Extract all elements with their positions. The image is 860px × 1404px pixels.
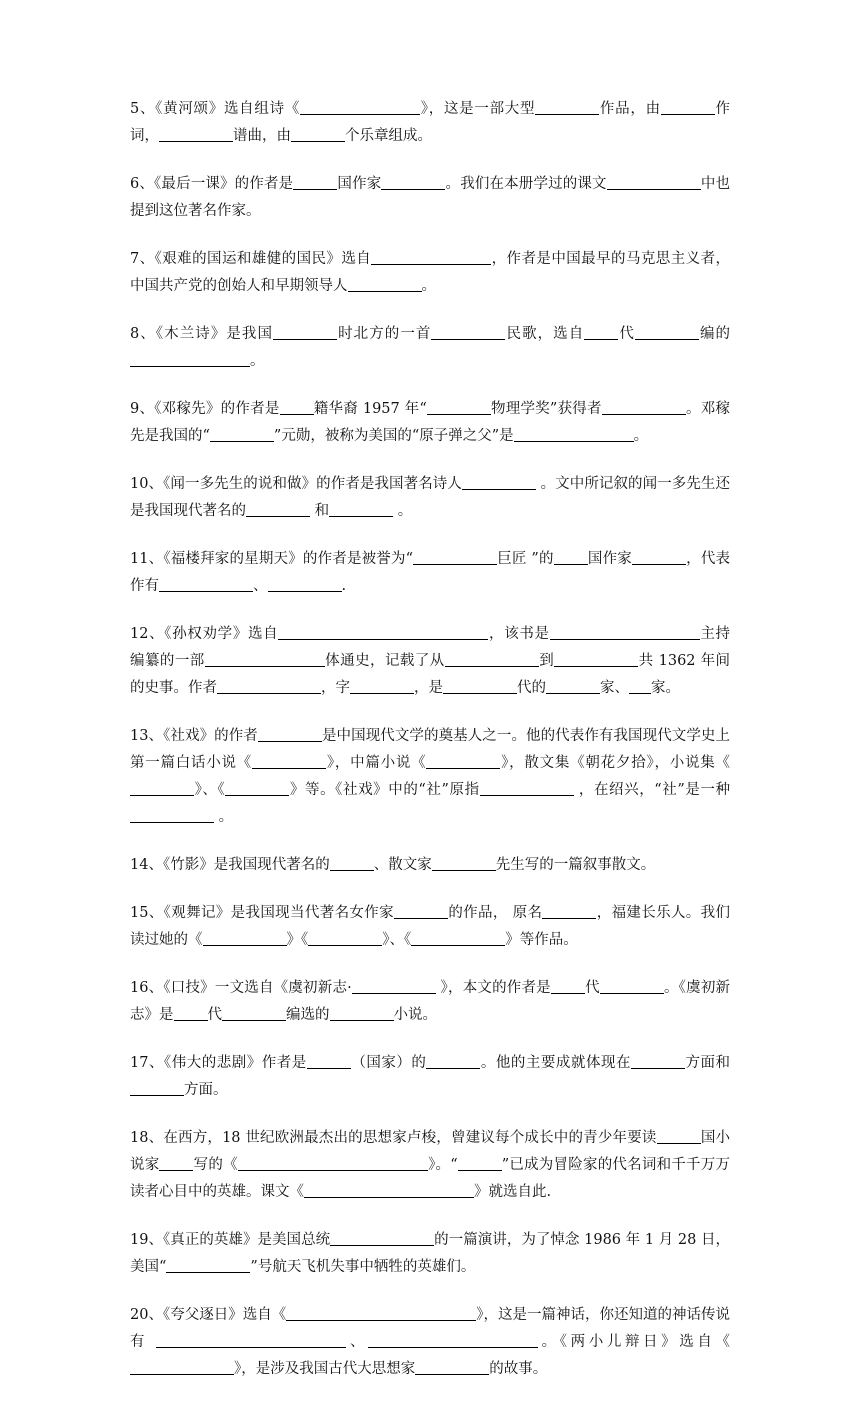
answer-blank[interactable]: [203, 930, 287, 946]
question-q5: [130, 96, 730, 150]
question-text: 》等作品。: [505, 932, 578, 948]
question-text: ，在绍兴，“社”是一种: [573, 782, 731, 798]
answer-blank[interactable]: [330, 855, 374, 871]
answer-blank[interactable]: [308, 930, 382, 946]
answer-blank[interactable]: [432, 855, 496, 871]
question-text: 共 1362 年间的史事。作者: [130, 653, 731, 696]
question-text: （国家）的: [350, 1055, 427, 1071]
question-text: 巨匠 ”的: [497, 551, 554, 567]
question-text: 的故事。: [489, 1361, 548, 1377]
answer-blank[interactable]: [246, 501, 310, 517]
question-text: 》，中篇小说《: [326, 755, 427, 771]
answer-blank[interactable]: [130, 780, 194, 796]
question-text: 》就选自此.: [474, 1184, 552, 1200]
answer-blank[interactable]: [293, 174, 337, 190]
question-text: 。: [393, 503, 413, 519]
question-q17: [130, 1050, 730, 1104]
question-text: 方面。: [184, 1082, 228, 1098]
question-text: 的一篇演讲，为了悼念 1986 年 1 月 28 日，美国“: [130, 1232, 730, 1275]
question-text: 家、: [600, 680, 629, 696]
answer-blank[interactable]: [535, 99, 599, 115]
answer-blank[interactable]: [156, 1332, 346, 1348]
answer-blank[interactable]: [657, 1128, 701, 1144]
answer-blank[interactable]: [427, 399, 491, 415]
question-text: ”元勋，被称为美国的“原子弹之父”是: [273, 428, 514, 444]
question-text: 》、《: [382, 932, 412, 948]
question-text: 》，本文的作者是: [435, 980, 551, 996]
question-q10: [130, 471, 730, 525]
answer-blank[interactable]: [584, 324, 618, 340]
question-text: 代: [618, 326, 635, 342]
question-text: 国作家: [337, 176, 382, 192]
answer-blank[interactable]: [368, 1332, 538, 1348]
question-text: 。他的主要成就体现在: [480, 1055, 631, 1071]
question-text: 6、《最后一课》的作者是: [130, 176, 294, 192]
answer-blank[interactable]: [268, 576, 342, 592]
answer-blank[interactable]: [252, 753, 326, 769]
question-text: 》。“: [427, 1157, 458, 1173]
answer-blank[interactable]: [174, 1005, 208, 1021]
question-text: 20、《夸父逐日》选自《: [130, 1307, 287, 1323]
question-q20: [130, 1302, 730, 1383]
answer-blank[interactable]: [426, 753, 500, 769]
answer-blank[interactable]: [458, 1155, 502, 1171]
answer-blank[interactable]: [238, 1155, 428, 1171]
answer-blank[interactable]: [443, 678, 517, 694]
question-text: 12、《孙权劝学》选自: [130, 626, 279, 642]
answer-blank[interactable]: [546, 678, 600, 694]
question-text: 民歌，选自: [505, 326, 585, 342]
answer-blank[interactable]: [394, 903, 448, 919]
question-text: 、: [253, 578, 268, 594]
question-text: 、: [346, 1334, 369, 1350]
question-text: 物理学奖”获得者: [490, 401, 602, 417]
question-text: ”号航天飞机失事中牺牲的英雄们。: [250, 1259, 476, 1275]
question-q16: [130, 975, 730, 1029]
question-text: 18、在西方，18 世纪欧洲最杰出的思想家卢梭，曾建议每个成长中的青少年要读: [130, 1130, 657, 1146]
answer-blank[interactable]: [631, 1053, 685, 1069]
answer-blank[interactable]: [329, 501, 393, 517]
question-text: 和: [310, 503, 330, 519]
answer-blank[interactable]: [542, 903, 596, 919]
question-text: 17、《伟大的悲剧》作者是: [130, 1055, 307, 1071]
answer-blank[interactable]: [600, 978, 664, 994]
answer-blank[interactable]: [661, 99, 715, 115]
question-text: 体通史，记载了从: [324, 653, 445, 669]
answer-blank[interactable]: [286, 1305, 476, 1321]
answer-blank[interactable]: [225, 780, 289, 796]
question-text: 编选的: [286, 1007, 330, 1023]
question-text: 时北方的一首: [337, 326, 432, 342]
answer-blank[interactable]: [411, 930, 505, 946]
question-text: 。《虞初新志》是: [130, 980, 731, 1023]
question-text: 。: [250, 353, 265, 369]
question-text: 8、《木兰诗》是我国: [130, 326, 274, 342]
answer-blank[interactable]: [307, 1053, 351, 1069]
question-text: 。《两小儿辩日》选自《: [538, 1334, 730, 1350]
answer-blank[interactable]: [602, 399, 686, 415]
worksheet: [130, 96, 730, 1404]
question-text: 11、《福楼拜家的星期天》的作者是被誉为“: [130, 551, 414, 567]
question-text: 谱曲，由: [233, 128, 291, 144]
answer-blank[interactable]: [280, 399, 314, 415]
question-q6: [130, 171, 730, 225]
answer-blank[interactable]: [635, 324, 699, 340]
answer-blank[interactable]: [217, 678, 321, 694]
question-text: 。: [421, 278, 436, 294]
question-text: ，代表作有: [130, 551, 731, 594]
question-text: 14、《竹影》是我国现代著名的: [130, 857, 330, 873]
answer-blank[interactable]: [222, 1005, 286, 1021]
answer-blank[interactable]: [330, 1230, 434, 1246]
question-q18: [130, 1125, 730, 1206]
question-text: 先生写的一篇叙事散文。: [495, 857, 656, 873]
question-text: ”已成为冒险家的代名词和千千万万读者心目中的英雄。课文《: [130, 1157, 730, 1200]
question-text: 》《: [286, 932, 309, 948]
answer-blank[interactable]: [607, 174, 701, 190]
question-text: 》，这是一部大型: [420, 101, 536, 117]
question-text: 、散文家: [373, 857, 432, 873]
question-text: 家。: [651, 680, 680, 696]
answer-blank[interactable]: [413, 549, 497, 565]
answer-blank[interactable]: [278, 624, 488, 640]
answer-blank[interactable]: [350, 678, 414, 694]
question-text: 。邓稼先是我国的“: [130, 401, 730, 444]
question-text: 代的: [517, 680, 546, 696]
question-text: .: [341, 578, 347, 594]
question-text: 13、《社戏》的作者: [130, 728, 258, 744]
answer-blank[interactable]: [130, 1080, 184, 1096]
answer-blank[interactable]: [130, 351, 250, 367]
question-text: 方面和: [684, 1055, 731, 1071]
question-q8: [130, 321, 730, 375]
answer-blank[interactable]: [300, 99, 420, 115]
answer-blank[interactable]: [348, 276, 422, 292]
question-text: 主持编纂的一部: [130, 626, 731, 669]
answer-blank[interactable]: [273, 324, 337, 340]
question-text: 代: [207, 1007, 222, 1023]
question-text: 15、《观舞记》是我国现当代著名女作家: [130, 905, 394, 921]
question-text: 中也提到这位著名作家。: [130, 176, 731, 219]
question-text: ，作者是中国最早的马克思主义者，中国共产党的创始人和早期领导人: [130, 251, 730, 294]
answer-blank[interactable]: [480, 780, 574, 796]
answer-blank[interactable]: [629, 678, 651, 694]
answer-blank[interactable]: [291, 126, 345, 142]
question-text: ，该书是: [488, 626, 550, 642]
question-text: 5、《黄河颂》选自组诗《: [130, 101, 301, 117]
answer-blank[interactable]: [304, 1182, 474, 1198]
question-text: 代: [584, 980, 600, 996]
answer-blank[interactable]: [554, 549, 588, 565]
question-text: 》，这是一篇神话，你还知道的神话传说有: [130, 1307, 730, 1350]
question-q19: [130, 1227, 730, 1281]
question-text: 编的: [698, 326, 731, 342]
answer-blank[interactable]: [445, 651, 539, 667]
question-q12: [130, 621, 730, 702]
answer-blank[interactable]: [330, 1005, 394, 1021]
question-text: 16、《口技》一文选自《虞初新志·: [130, 980, 352, 996]
answer-blank[interactable]: [130, 1359, 234, 1375]
answer-blank[interactable]: [632, 549, 686, 565]
question-text: 国作家: [587, 551, 632, 567]
question-text: 。: [633, 428, 649, 444]
question-text: 国小说家: [130, 1130, 731, 1173]
question-text: ，福建长乐人。我们读过她的《: [130, 905, 731, 948]
question-text: 。: [214, 809, 234, 825]
question-text: 。文中所记叙的闻一多先生还是我国现代著名的: [130, 476, 731, 519]
question-text: 小说。: [393, 1007, 437, 1023]
question-text: 》，散文集《朝花夕拾》，小说集《: [500, 755, 730, 771]
answer-blank[interactable]: [431, 324, 505, 340]
answer-blank[interactable]: [352, 978, 436, 994]
question-text: 写的《: [193, 1157, 238, 1173]
question-text: 个乐章组成。: [345, 128, 432, 144]
question-text: 作品，由: [599, 101, 661, 117]
answer-blank[interactable]: [381, 174, 445, 190]
question-q11: [130, 546, 730, 600]
answer-blank[interactable]: [554, 651, 638, 667]
question-text: 作词，: [130, 101, 731, 144]
question-text: ，是: [414, 680, 443, 696]
answer-blank[interactable]: [159, 576, 253, 592]
question-q14: [130, 852, 730, 879]
answer-blank[interactable]: [415, 1359, 489, 1375]
question-q9: [130, 396, 730, 450]
answer-blank[interactable]: [159, 126, 233, 142]
question-text: 》，是涉及我国古代大思想家: [234, 1361, 416, 1377]
question-q15: [130, 900, 730, 954]
answer-blank[interactable]: [130, 807, 214, 823]
answer-blank[interactable]: [159, 1155, 193, 1171]
question-text: 是中国现代文学的奠基人之一。他的代表作有我国现代文学史上第一篇白话小说《: [130, 728, 731, 771]
answer-blank[interactable]: [462, 474, 536, 490]
answer-blank[interactable]: [210, 426, 274, 442]
answer-blank[interactable]: [166, 1257, 250, 1273]
question-text: 的作品， 原名: [447, 905, 543, 921]
question-text: 7、《艰难的国运和雄健的国民》选自: [130, 251, 372, 267]
answer-blank[interactable]: [551, 978, 585, 994]
answer-blank[interactable]: [371, 249, 491, 265]
question-text: 。我们在本册学过的课文: [445, 176, 607, 192]
answer-blank[interactable]: [550, 624, 700, 640]
question-text: 》、《: [194, 782, 226, 798]
question-text: 籍华裔 1957 年“: [313, 401, 427, 417]
question-text: 9、《邓稼先》的作者是: [130, 401, 280, 417]
answer-blank[interactable]: [426, 1053, 480, 1069]
question-q7: [130, 246, 730, 300]
answer-blank[interactable]: [205, 651, 325, 667]
question-text: 19、《真正的英雄》是美国总统: [130, 1232, 331, 1248]
question-text: ，字: [321, 680, 350, 696]
question-text: 》等。《社戏》中的“社”原指: [289, 782, 480, 798]
question-q13: [130, 723, 730, 831]
question-text: 10、《闻一多先生的说和做》的作者是我国著名诗人: [130, 476, 462, 492]
question-text: 到: [538, 653, 555, 669]
answer-blank[interactable]: [514, 426, 634, 442]
answer-blank[interactable]: [258, 726, 322, 742]
